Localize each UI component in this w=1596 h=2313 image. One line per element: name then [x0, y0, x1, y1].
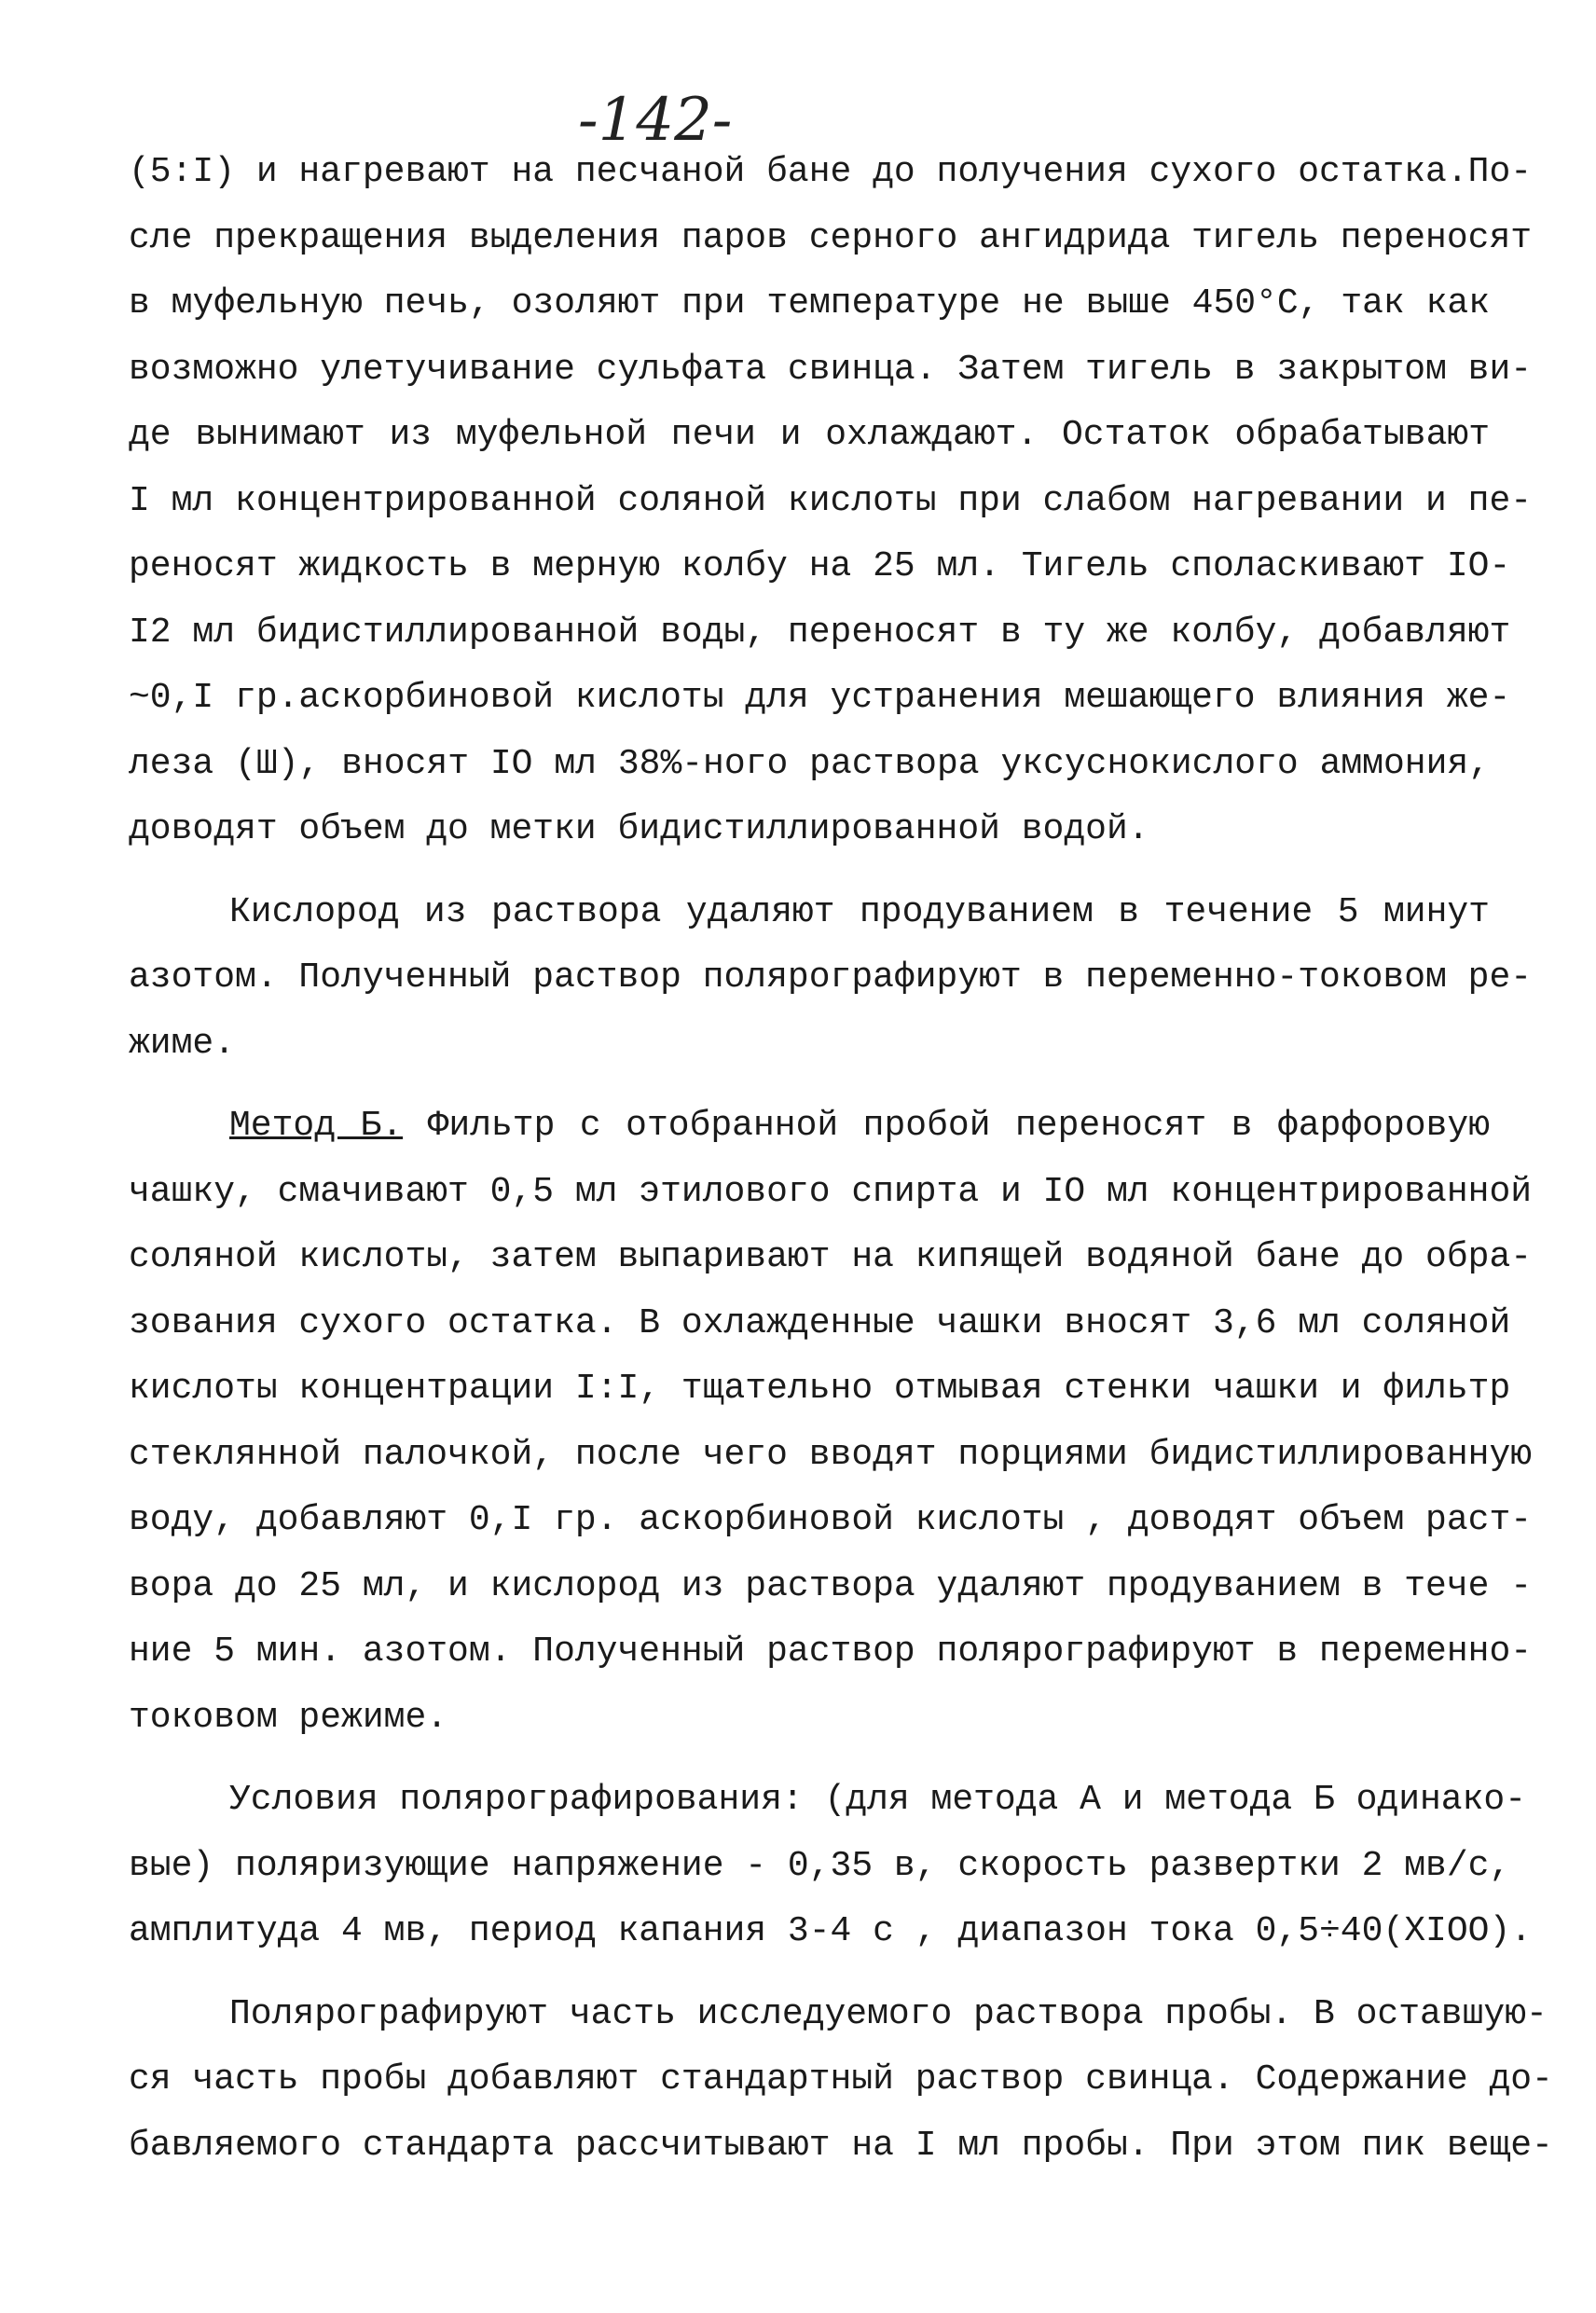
text-line: доводят объем до метки бидистиллированной водой. [129, 809, 1149, 849]
text-line: бавляемого стандарта рассчитывают на I мл пробы. При этом пик веще- [129, 2125, 1553, 2166]
text-line: жиме. [129, 1023, 236, 1064]
text-line: азотом. Полученный раствор полярографируют в переменно-токовом ре- [129, 957, 1533, 998]
text-line: де вынимают из муфельной печи и охлаждают. Остаток обрабатывают [129, 415, 1490, 455]
text-line: вора до 25 мл, и кислород из раствора удаляют продуванием в тече - [129, 1565, 1533, 1606]
method-heading: Метод Б. [229, 1106, 404, 1146]
text-line: Условия полярографирования: (для метода А и метода Б одинако- [229, 1780, 1527, 1820]
paragraph [129, 1982, 1553, 2180]
text-line: Метод Б. Фильтр с отобранной пробой переносят в фарфоровую [229, 1106, 1490, 1146]
page-number: -142- [578, 86, 733, 155]
text-line: кислоты концентрации I:I, тщательно отмывая стенки чашки и фильтр [129, 1369, 1511, 1409]
text-line: I мл концентрированной соляной кислоты при слабом нагревании и пе- [129, 480, 1533, 521]
text-line: реносят жидкость в мерную колбу на 25 мл. Тигель споласкивают IO- [129, 546, 1511, 586]
text-line: токовом режиме. [129, 1697, 448, 1738]
paragraph [129, 1768, 1533, 1965]
text-line: сле прекращения выделения паров серного ангидрида тигель переносят [129, 217, 1533, 258]
document-body [129, 140, 1553, 2179]
text-line: I2 мл бидистиллированной воды, переносят в ту же колбу, добавляют [129, 612, 1511, 653]
text-line: ~0,I гр.аскорбиновой кислоты для устранения мешающего влияния же- [129, 678, 1511, 718]
text-line: соляной кислоты, затем выпаривают на кипящей водяной бане до обра- [129, 1237, 1533, 1277]
text-line: (5:I) и нагревают на песчаной бане до получения сухого остатка.По- [129, 152, 1533, 192]
text-line: ние 5 мин. азотом. Полученный раствор полярографируют в переменно- [129, 1631, 1533, 1672]
text-line: возможно улетучивание сульфата свинца. Затем тигель в закрытом ви- [129, 349, 1533, 390]
text-line: Кислород из раствора удаляют продуванием в течение 5 минут [229, 891, 1490, 932]
text-line: Полярографируют часть исследуемого раствора пробы. В оставшую- [229, 1993, 1548, 2034]
paragraph [129, 140, 1533, 863]
text-line: чашку, смачивают 0,5 мл этилового спирта и IO мл концентрированной [129, 1171, 1533, 1212]
text-line: в муфельную печь, озоляют при температуре не выше 450°С, так как [129, 283, 1490, 324]
paragraph [129, 880, 1533, 1078]
text-line: воду, добавляют 0,I гр. аскорбиновой кислоты , доводят объем раст- [129, 1500, 1533, 1540]
text-line: зования сухого остатка. В охлажденные чашки вносят 3,6 мл соляной [129, 1302, 1511, 1343]
text-line: вые) поляризующие напряжение - 0,35 в, скорость развертки 2 мв/с, [129, 1845, 1511, 1886]
text-line: ся часть пробы добавляют стандартный раствор свинца. Содержание до- [129, 2059, 1553, 2100]
text-line: амплитуда 4 мв, период капания 3-4 с , диапазон тока 0,5÷40(XIOO). [129, 1911, 1533, 1951]
paragraph [129, 1094, 1533, 1751]
text-line: леза (Ш), вносят IO мл 38%-ного раствора уксуснокислого аммония, [129, 743, 1490, 784]
text-line: стеклянной палочкой, после чего вводят порциями бидистиллированную [129, 1434, 1533, 1475]
